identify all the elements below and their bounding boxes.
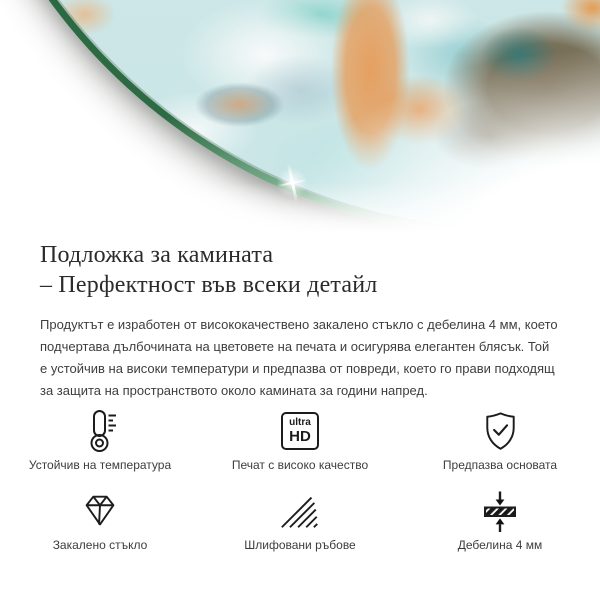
feature-tempered-glass	[0, 488, 200, 552]
feature-thickness	[400, 488, 600, 552]
feature-label: Дебелина 4 мм	[457, 538, 543, 552]
feature-label: Устойчив на температура	[28, 458, 172, 472]
feature-protects-base	[400, 408, 600, 472]
feature-grid	[0, 408, 600, 568]
page-title-line-1: Подложка за камината	[40, 242, 274, 268]
page-title	[40, 240, 560, 300]
feature-label: Закалено стъкло	[52, 538, 148, 552]
ultra-hd-icon: ultra HD	[281, 408, 319, 454]
feature-label: Шлифовани ръбове	[244, 538, 356, 552]
sparkle-highlight-icon	[268, 159, 315, 206]
feature-temperature	[0, 408, 200, 472]
page-title-line-2: – Перфектност във всеки детайл	[40, 272, 378, 298]
product-hero-image	[0, 0, 600, 234]
feature-print-quality	[200, 408, 400, 472]
product-description: Продуктът е изработен от висококачествено закалено стъкло с дебелина 4 мм, което подчертава дълбочината на цветовете на печата и осигурява елегантен блясък. Той е устойчив на високи температури и предпазва от повреди, което го прави подходящ за защита на пространството около камината за години напред.	[40, 317, 558, 398]
feature-polished-edges	[200, 488, 400, 552]
product-text-section	[0, 234, 600, 402]
feature-label: Печат с високо качество	[231, 458, 369, 472]
shield-check-icon	[478, 408, 523, 454]
polished-edges-icon	[278, 488, 322, 534]
thickness-icon	[477, 488, 523, 534]
feature-label: Предпазва основата	[442, 458, 558, 472]
diamond-icon	[78, 488, 122, 534]
thermometer-icon	[77, 408, 123, 454]
